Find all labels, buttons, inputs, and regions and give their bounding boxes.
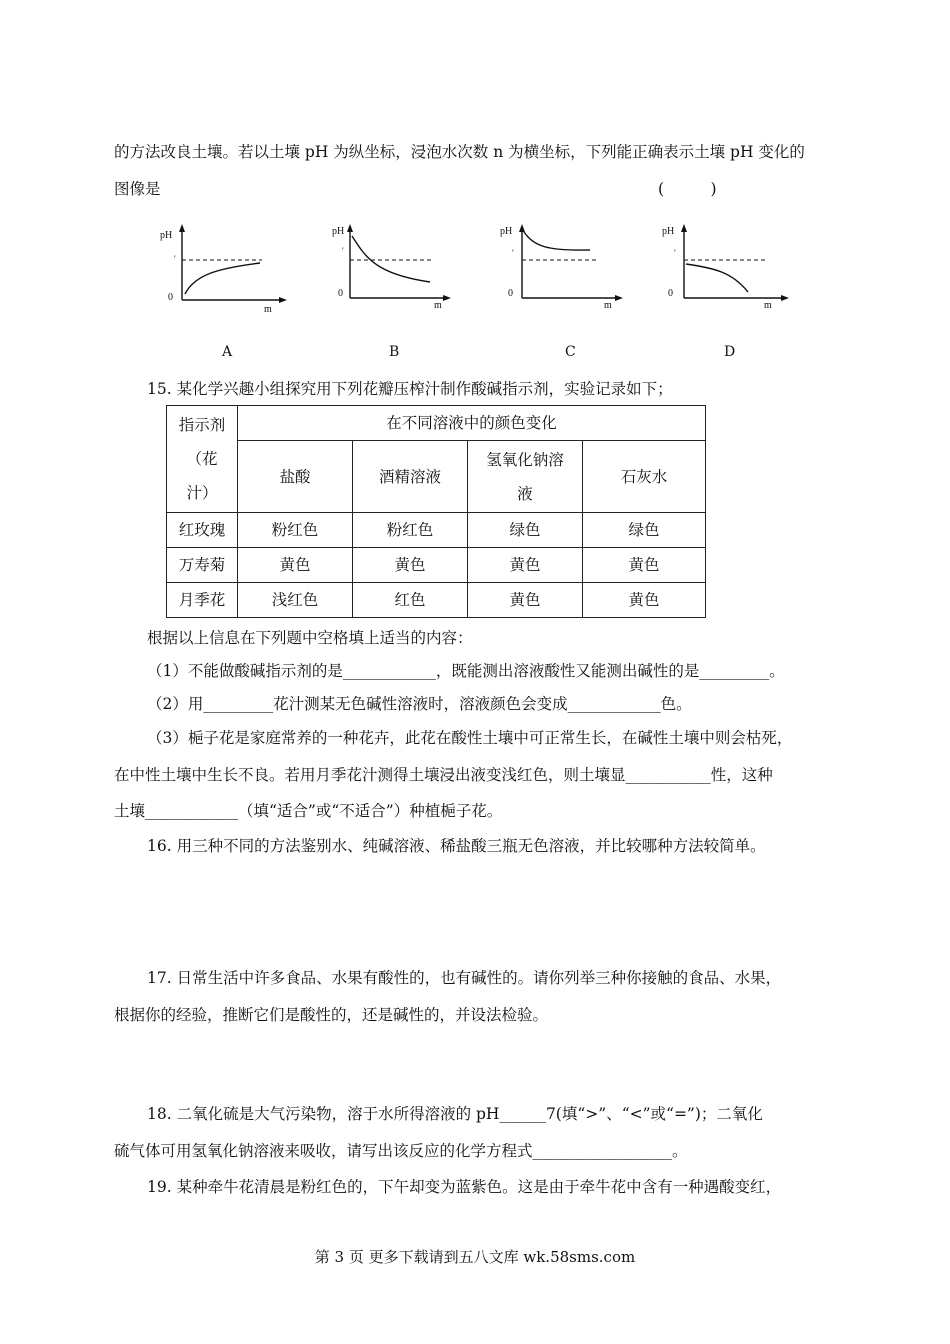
corner-line: 指示剂: [178, 416, 226, 434]
q18: 18. 二氧化硫是大气污染物，溶于水所得溶液的 pH______7(填“>”、“<”或“=”)；二氧化: [147, 1105, 763, 1123]
graph-d-x-label: m: [764, 300, 772, 311]
answer-bracket: ( ): [658, 180, 717, 198]
q19: 19. 某种牵牛花清晨是粉红色的，下午却变为蓝紫色。这是由于牵牛花中含有一种遇酸变红，: [147, 1178, 782, 1196]
graph-d-tick: ′: [674, 248, 676, 258]
corner-line: （花: [186, 450, 218, 468]
graph-b-tick: ′: [342, 246, 344, 256]
text-line: 图像是: [114, 180, 161, 198]
graph-d: [652, 222, 802, 317]
graph-c: [490, 222, 640, 317]
column-header-line: 氢氧化钠溶: [486, 450, 564, 469]
group-header: 在不同溶液中的颜色变化: [238, 406, 706, 441]
table-cell: 绿色: [468, 513, 583, 548]
q15-part3: 土壤____________（填“适合”或“不适合”）种植梔子花。: [114, 802, 503, 820]
page-footer: 第 3 页 更多下载请到五八文库 wk.58sms.com: [314, 1248, 636, 1266]
graph-c-x-label: m: [604, 300, 612, 311]
column-header: 盐酸: [238, 441, 353, 513]
table-row: [167, 548, 706, 583]
option-b-label: B: [389, 344, 400, 360]
option-a-label: A: [222, 344, 233, 360]
table-cell: 黄色: [468, 548, 583, 583]
graph-c-tick: ′: [512, 248, 514, 258]
table-cell: 黄色: [238, 548, 353, 583]
column-header-line: 液: [517, 484, 533, 503]
option-d-label: D: [724, 344, 736, 360]
table-cell: 浅红色: [238, 583, 353, 618]
corner-cell: [167, 406, 238, 513]
graph-a: [150, 222, 300, 317]
graph-b-origin: 0: [338, 288, 343, 299]
graph-a-x-label: m: [264, 304, 272, 315]
q17: 根据你的经验，推断它们是酸性的，还是碱性的，并设法检验。: [114, 1006, 549, 1024]
table-cell: 绿色: [583, 513, 706, 548]
graph-a-origin: 0: [168, 292, 173, 303]
table-cell: 黄色: [583, 548, 706, 583]
corner-line: 汁）: [186, 484, 218, 502]
q15-part2: （2）用_________花汁测某无色碱性溶液时，溶液颜色会变成____________色。: [147, 695, 692, 713]
q15-part3: 在中性土壤中生长不良。若用月季花汁测得土壤浸出液变浅红色，则土壤显___________性，这种: [114, 766, 773, 784]
q16: 16. 用三种不同的方法鉴别水、纯碱溶液、稀盐酸三瓶无色溶液，并比较哪种方法较简单。: [147, 837, 766, 855]
q17: 17. 日常生活中许多食品、水果有酸性的，也有碱性的。请你列举三种你接触的食品、水果，: [147, 969, 782, 987]
indicator-table: [166, 405, 706, 618]
table-cell: 红色: [353, 583, 468, 618]
column-header: 石灰水: [583, 441, 706, 513]
graph-b: [318, 222, 468, 317]
graph-a-tick: ′: [174, 254, 176, 264]
graph-a-y-label: pH: [160, 230, 173, 241]
graph-b-y-label: pH: [332, 226, 345, 237]
table-cell: 黄色: [468, 583, 583, 618]
graph-d-origin: 0: [668, 288, 673, 299]
table-cell: 黄色: [583, 583, 706, 618]
column-header: [468, 441, 583, 513]
table-cell: 粉红色: [353, 513, 468, 548]
option-c-label: C: [565, 344, 576, 360]
q15-part1: （1）不能做酸碱指示剂的是____________，既能测出溶液酸性又能测出碱性的是_________。: [147, 662, 785, 680]
q15-intro: 根据以上信息在下列题中空格填上适当的内容：: [147, 629, 473, 647]
q18: 硫气体可用氢氧化钠溶液来吸收，请写出该反应的化学方程式__________________。: [114, 1142, 688, 1160]
table-row: [167, 583, 706, 618]
q15-stem: 15. 某化学兴趣小组探究用下列花瓣压榨汁制作酸碱指示剂，实验记录如下；: [147, 380, 673, 398]
q15-part3: （3）梔子花是家庭常养的一种花卉，此花在酸性土壤中可正常生长，在碱性土壤中则会枯死，: [147, 729, 793, 747]
table-cell: 黄色: [353, 548, 468, 583]
graph-c-origin: 0: [508, 288, 513, 299]
graph-c-y-label: pH: [500, 226, 513, 237]
graph-d-y-label: pH: [662, 226, 675, 237]
graph-b-x-label: m: [434, 300, 442, 311]
table-cell: 粉红色: [238, 513, 353, 548]
table-row: [167, 513, 706, 548]
column-header: 酒精溶液: [353, 441, 468, 513]
text-line: 的方法改良土壤。若以土壤 pH 为纵坐标，浸泡水次数 n 为横坐标，下列能正确表示土壤 pH 变化的: [114, 143, 805, 161]
row-name: 月季花: [167, 583, 238, 618]
row-name: 红玫瑰: [167, 513, 238, 548]
row-name: 万寿菊: [167, 548, 238, 583]
